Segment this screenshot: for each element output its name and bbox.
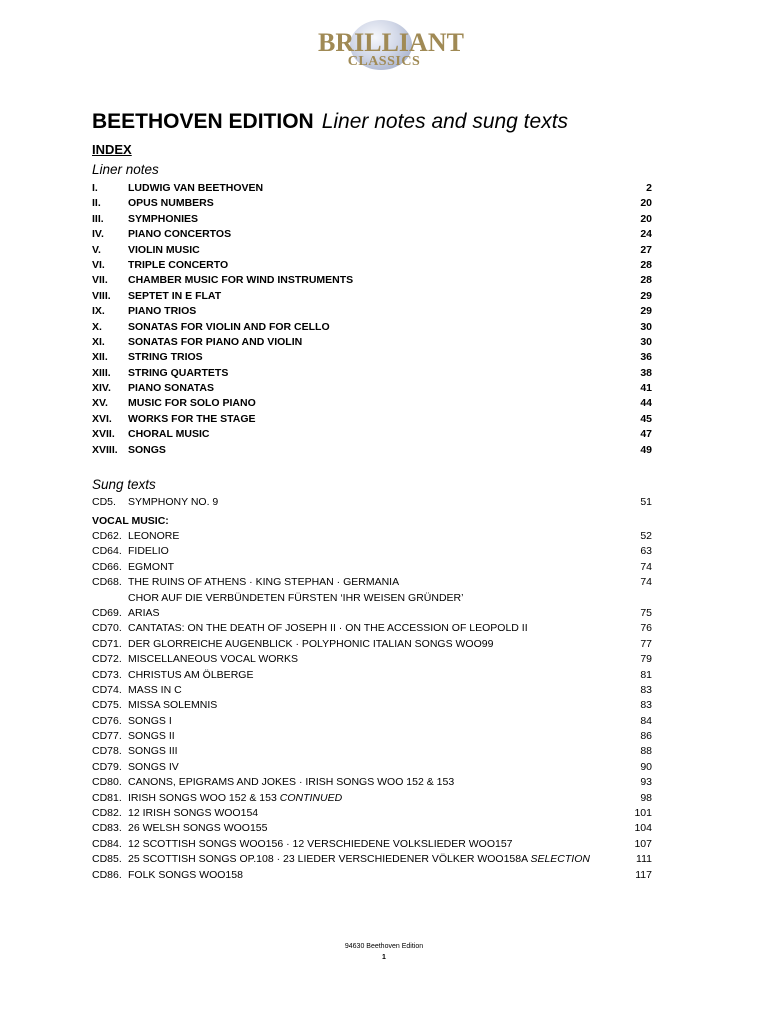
item-number: CD70. [92,622,122,635]
item-number: XVIII. [92,443,118,456]
item-title [128,683,182,698]
item-title-text: 12 SCOTTISH SONGS WOO156 · 12 VERSCHIEDENE VOLKSLIEDER WOO157 [128,837,513,850]
item-title-text: PIANO TRIOS [128,305,197,318]
item-title-text: SONGS II [128,730,175,743]
item-number: CD64. [92,545,122,558]
title-bold: BEETHOVEN EDITION [92,110,314,133]
list-item [92,335,658,350]
item-page: 88 [640,745,652,758]
item-page: 63 [640,545,652,558]
item-page: 44 [640,397,652,410]
item-number: XI. [92,335,105,348]
item-title [128,698,217,713]
page-title [92,110,568,134]
item-title [128,320,330,335]
title-italic: Liner notes and sung texts [321,110,569,133]
item-page: 79 [640,653,652,666]
list-item [92,868,658,883]
item-page: 45 [640,412,652,425]
item-number: CD81. [92,791,122,804]
list-item [92,181,658,196]
item-number: XVI. [92,412,112,425]
item-number: CD5. [92,496,116,508]
item-title [128,560,174,575]
item-title-text: DER GLORREICHE AUGENBLICK · POLYPHONIC ITALIAN SONGS WOO99 [128,637,494,650]
list-item [92,258,658,273]
item-title-note: SELECTION [530,853,590,866]
item-number: IV. [92,228,104,241]
item-title [128,544,169,559]
list-item [92,427,658,442]
item-number: X. [92,320,102,333]
item-page: 74 [640,560,652,573]
item-number: CD79. [92,760,122,773]
item-page: 49 [640,443,652,456]
item-title-text: MASS IN C [128,683,182,696]
item-title [128,196,214,211]
list-item [92,273,658,288]
list-item [92,544,658,559]
item-page: 30 [640,335,652,348]
item-title-text: THE RUINS OF ATHENS · KING STEPHAN · GERMANIA [128,576,400,589]
footer-edition: 94630 Beethoven Edition [344,943,424,950]
item-page: 28 [640,258,652,271]
list-item [92,529,658,544]
item-title [128,852,590,867]
item-page: 30 [640,320,652,333]
item-page: 75 [640,606,652,619]
item-number: CD69. [92,606,122,619]
item-number: CD76. [92,714,122,727]
item-page: 29 [640,289,652,302]
item-page: 101 [634,807,652,820]
list-item [92,729,658,744]
item-number: CD68. [92,576,122,589]
index-heading: INDEX [92,142,132,157]
item-title-text: MISSA SOLEMNIS [128,699,218,712]
item-title: SYMPHONY NO. 9 [128,496,219,508]
item-page: 84 [640,714,652,727]
item-number: II. [92,197,101,210]
item-title [128,575,399,590]
list-item [92,443,658,458]
logo-line2: CLASSICS [347,54,421,69]
item-page: 28 [640,274,652,287]
list-item [92,652,658,667]
item-number: CD78. [92,745,122,758]
list-item [92,637,658,652]
item-number: V. [92,243,101,256]
list-item [92,714,658,729]
item-title-text: SONGS [128,443,166,456]
list-item [92,227,658,242]
item-number: CD75. [92,699,122,712]
list-item [92,366,658,381]
item-title [128,821,267,836]
item-title-text: CHAMBER MUSIC FOR WIND INSTRUMENTS [128,274,354,287]
item-page: 104 [634,822,652,835]
item-title-text: WORKS FOR THE STAGE [128,412,256,425]
list-item [92,698,658,713]
list-item [92,495,658,510]
list-item [92,606,658,621]
item-number: CD74. [92,683,122,696]
item-page: 52 [640,530,652,542]
item-page: 74 [640,576,652,589]
item-page: 107 [634,837,652,850]
item-title-text: TRIPLE CONCERTO [128,258,229,271]
item-page: 81 [640,668,652,681]
item-title-text: PIANO CONCERTOS [128,228,232,241]
item-number: CD77. [92,730,122,743]
item-title [128,289,221,304]
item-title [128,714,172,729]
item-number: III. [92,212,104,225]
list-item [92,412,658,427]
list-item [92,196,658,211]
item-title-text: LUDWIG VAN BEETHOVEN [128,182,264,194]
liner-notes-list [92,181,658,458]
item-title-text: SONGS I [128,714,172,727]
liner-notes-heading: Liner notes [92,162,159,177]
brilliant-classics-logo [318,18,464,74]
item-title [128,273,353,288]
list-item [92,560,658,575]
item-title-text: OPUS NUMBERS [128,197,214,210]
list-item [92,668,658,683]
list-item [92,791,658,806]
list-item [92,212,658,227]
list-item [92,621,658,636]
item-title-text: 12 IRISH SONGS WOO154 [128,807,259,820]
list-item [92,837,658,852]
item-page: 111 [636,853,652,866]
item-number: CD66. [92,560,122,573]
item-page: 2 [646,182,652,194]
list-item [92,821,658,836]
item-title [128,837,513,852]
list-item [92,591,658,606]
item-title-text: CANTATAS: ON THE DEATH OF JOSEPH II · ON THE ACCESSION OF LEOPOLD II [128,622,528,635]
list-item [92,575,658,590]
item-title [128,427,209,442]
item-title [128,529,179,544]
item-title-text: STRING TRIOS [128,351,203,364]
item-number: IX. [92,305,105,318]
item-title-text: MUSIC FOR SOLO PIANO [128,397,256,410]
item-title-text: FOLK SONGS WOO158 [128,868,243,881]
item-title-text: LEONORE [128,530,180,542]
item-number: XIV. [92,382,111,395]
item-page: 83 [640,699,652,712]
item-page: 86 [640,730,652,743]
item-title-text: SONGS III [128,745,178,758]
item-title [128,350,203,365]
list-item [92,760,658,775]
item-page: 47 [640,428,652,441]
item-title-text: EGMONT [128,560,175,573]
vocal-music-label: VOCAL MUSIC: [92,515,169,527]
item-title [128,606,160,621]
item-page: 20 [640,197,652,210]
list-item [92,320,658,335]
item-number: I. [92,182,98,194]
item-page: 41 [640,382,652,395]
item-title [128,775,454,790]
item-number: CD80. [92,776,122,789]
item-number: CD62. [92,530,122,542]
list-item [92,396,658,411]
item-title-text: SYMPHONIES [128,212,199,225]
symphony-entry [92,495,658,510]
item-page: 36 [640,351,652,364]
item-title [128,760,179,775]
item-number: XIII. [92,366,111,379]
item-title-text: IRISH SONGS WOO 152 & 153 [128,791,277,804]
item-title-text: CHORAL MUSIC [128,428,210,441]
item-title-text: CHOR AUF DIE VERBÜNDETEN FÜRSTEN ‘IHR WEISEN GRÜNDER’ [128,591,464,604]
item-number: VI. [92,258,105,271]
item-title-text: VIOLIN MUSIC [128,243,200,256]
list-item [92,806,658,821]
item-title-text: STRING QUARTETS [128,366,229,379]
item-title [128,791,342,806]
item-title-text: SONGS IV [128,760,179,773]
item-title [128,443,166,458]
item-number: CD71. [92,637,122,650]
item-page: 76 [640,622,652,635]
item-title-text: MISCELLANEOUS VOCAL WORKS [128,653,298,666]
list-item [92,350,658,365]
item-number: XII. [92,351,108,364]
item-title-text: SONATAS FOR PIANO AND VIOLIN [128,335,303,348]
sung-texts-heading: Sung texts [92,477,156,492]
list-item [92,683,658,698]
item-number: CD85. [92,853,122,866]
item-page: 93 [640,776,652,789]
item-title [128,652,298,667]
item-title-text: SEPTET IN E FLAT [128,289,222,302]
item-title [128,227,231,242]
logo-line1: BRILLIANT [318,28,464,57]
item-number: CD86. [92,868,122,881]
item-page: 51 [640,496,652,508]
list-item [92,775,658,790]
item-number: VII. [92,274,108,287]
item-page: 77 [640,637,652,650]
item-title-text: PIANO SONATAS [128,382,214,395]
item-title [128,396,256,411]
item-number: XV. [92,397,108,410]
list-item [92,852,658,867]
item-title-text: FIDELIO [128,545,169,558]
item-title-text: ARIAS [128,606,160,619]
item-page: 38 [640,366,652,379]
item-page: 27 [640,243,652,256]
list-item [92,289,658,304]
item-page: 20 [640,212,652,225]
item-title [128,258,228,273]
item-title-text: 26 WELSH SONGS WOO155 [128,822,268,835]
item-title [128,366,228,381]
sung-texts-list [92,529,658,883]
item-page: 83 [640,683,652,696]
item-page: 117 [635,868,652,881]
item-title [128,181,263,196]
item-title [128,304,196,319]
item-title-text: CANONS, EPIGRAMS AND JOKES · IRISH SONGS WOO 152 & 153 [128,776,455,789]
list-item [92,744,658,759]
item-number: CD72. [92,653,122,666]
item-number: CD84. [92,837,122,850]
item-number: XVII. [92,428,115,441]
item-page: 90 [640,760,652,773]
item-title-text: 25 SCOTTISH SONGS OP.108 · 23 LIEDER VERSCHIEDENER VÖLKER WOO158A [128,853,528,866]
item-number: CD73. [92,668,122,681]
item-number: VIII. [92,289,111,302]
item-title [128,621,528,636]
item-title [128,335,302,350]
item-page: 24 [640,228,652,241]
item-title [128,868,243,883]
footer-page-number: 1 [382,954,386,961]
list-item [92,304,658,319]
list-item [92,243,658,258]
list-item [92,381,658,396]
item-title-text: SONATAS FOR VIOLIN AND FOR CELLO [128,320,330,333]
item-title [128,806,258,821]
item-title [128,412,256,427]
item-title-text: CHRISTUS AM ÖLBERGE [128,668,254,681]
item-title [128,381,214,396]
item-title [128,591,463,606]
item-number: CD82. [92,807,122,820]
item-title [128,212,198,227]
item-title [128,729,175,744]
item-title [128,243,200,258]
item-page: 29 [640,305,652,318]
item-page: 98 [640,791,652,804]
item-title-note: CONTINUED [279,791,343,804]
item-number: CD83. [92,822,122,835]
item-title [128,637,493,652]
item-title [128,668,253,683]
item-title [128,744,178,759]
